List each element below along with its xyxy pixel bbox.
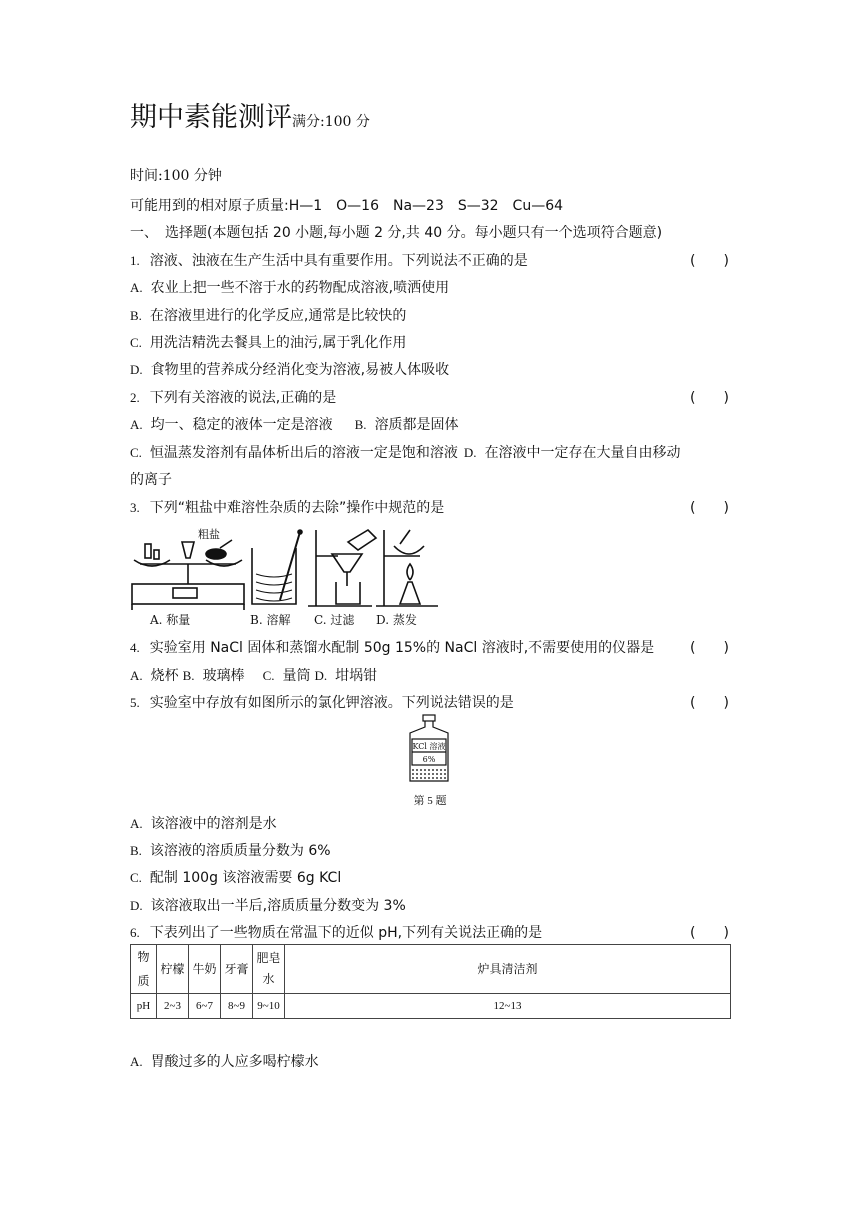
option-letter: A. (130, 417, 143, 432)
option-letter: D. (130, 362, 143, 377)
table-header-cell: 炉具清洁剂 (285, 945, 731, 994)
cell-text: 肥皂水 (256, 951, 281, 986)
q1-option-a (130, 278, 449, 298)
q1-stem: 溶液、浊液在生产生活中具有重要作用。下列说法不正确的是 (149, 253, 528, 269)
q2-answer-bracket: ( ) (690, 390, 729, 406)
option-letter: D. (130, 898, 143, 913)
option-text: 坩埚钳 (335, 668, 378, 684)
option-text: 该溶液中的溶剂是水 (150, 816, 277, 832)
q5-answer-bracket: ( ) (690, 695, 729, 711)
table-row (131, 945, 731, 994)
page-title: 期中素能测评 (130, 102, 292, 133)
atomic-masses: 可能用到的相对原子质量:H—1 O—16 Na—23 S—32 Cu—64 (130, 198, 564, 214)
option-text: 烧杯 (150, 668, 179, 684)
option-text: 玻璃棒 (202, 668, 245, 684)
q2-stem-row (130, 388, 336, 408)
q5-option-a (130, 814, 277, 834)
q4-answer-bracket: ( ) (690, 640, 729, 656)
table-header-cell: 牛奶 (189, 945, 221, 994)
ph-table (130, 944, 731, 1019)
figure-caption: 第 5 题 (413, 795, 447, 807)
option-letter: D. (463, 445, 477, 460)
option-text: 量筒 (282, 668, 311, 684)
salt-label: 粗盐 (198, 528, 220, 541)
bottle-value: 6% (422, 755, 436, 764)
q5-option-c (130, 868, 341, 888)
q2-number: 2. (130, 390, 140, 405)
q2-options-ab (130, 415, 459, 435)
q5-option-d (130, 896, 406, 916)
option-letter: C. (130, 335, 142, 350)
q3-answer-bracket: ( ) (690, 500, 729, 516)
q3-stem-row (130, 498, 444, 518)
q1-stem-row (130, 251, 528, 271)
option-text: 在溶液中一定存在大量自由移动 (484, 445, 681, 461)
option-letter: C. (130, 870, 142, 885)
option-text: 恒温蒸发溶剂有晶体析出后的溶液一定是饱和溶液 (149, 445, 458, 461)
exam-time: 时间:100 分钟 (130, 168, 222, 184)
q1-number: 1. (130, 253, 140, 268)
option-text: 均一、稳定的液体一定是溶液 (150, 417, 333, 433)
option-text: 胃酸过多的人应多喝柠檬水 (150, 1054, 319, 1070)
alcohol-lamp-icon (400, 582, 420, 604)
q2-options-cd (130, 443, 681, 463)
q6-answer-bracket: ( ) (690, 925, 729, 941)
table-header-cell (131, 945, 157, 994)
reagent-bottle-icon (406, 713, 452, 783)
q1-option-c (130, 333, 406, 353)
table-header-cell (253, 945, 285, 994)
figure-label-b: B. 溶解 (250, 613, 291, 627)
q4-stem-row (130, 638, 654, 658)
q2-option-d-continued: 的离子 (130, 472, 172, 488)
option-letter: A. (130, 816, 143, 831)
option-letter: B. (130, 308, 142, 323)
table-row (131, 994, 731, 1019)
option-text: 该溶液取出一半后,溶质质量分数变为 3% (150, 898, 406, 914)
balance-base (132, 584, 244, 604)
table-cell: 6~7 (189, 994, 221, 1019)
q6-stem: 下表列出了一些物质在常温下的近似 pH,下列有关说法正确的是 (149, 925, 543, 941)
option-letter: A. (130, 1054, 143, 1069)
cell-text: 物质 (137, 950, 150, 988)
option-text: 在溶液里进行的化学反应,通常是比较快的 (149, 308, 407, 324)
q5-stem: 实验室中存放有如图所示的氯化钾溶液。下列说法错误的是 (149, 695, 514, 711)
option-text: 配制 100g 该溶液需要 6g KCl (149, 870, 342, 886)
option-letter: C. (262, 668, 275, 683)
table-header-cell: 柠檬 (157, 945, 189, 994)
q6-stem-row (130, 923, 542, 943)
figure-label-c: C. 过滤 (314, 613, 355, 627)
table-cell: 9~10 (253, 994, 285, 1019)
q4-stem: 实验室用 NaCl 固体和蒸馏水配制 50g 15%的 NaCl 溶液时,不需要使用的仪器是 (149, 640, 655, 656)
q6-number: 6. (130, 925, 140, 940)
q1-answer-bracket: ( ) (690, 253, 729, 269)
q3-figure (128, 524, 440, 628)
option-letter: B. (354, 417, 367, 432)
table-cell: 12~13 (285, 994, 731, 1019)
q3-stem: 下列“粗盐中难溶性杂质的去除”操作中规范的是 (149, 500, 445, 516)
bottle-label: KCl 溶液 (412, 742, 446, 751)
option-text: 该溶液的溶质质量分数为 6% (149, 843, 331, 859)
q4-options (130, 666, 377, 686)
q5-option-b (130, 841, 331, 861)
table-header-cell: 牙膏 (221, 945, 253, 994)
q2-stem: 下列有关溶液的说法,正确的是 (149, 390, 337, 406)
option-text: 食物里的营养成分经消化变为溶液,易被人体吸收 (150, 362, 450, 378)
option-letter: A. (130, 668, 143, 683)
table-cell: 8~9 (221, 994, 253, 1019)
table-cell: pH (131, 994, 157, 1019)
q6-option-a (130, 1052, 319, 1072)
q5-stem-row (130, 693, 514, 713)
q4-number: 4. (130, 640, 140, 655)
option-text: 农业上把一些不溶于水的药物配成溶液,喷洒使用 (150, 280, 450, 296)
page-title-row (130, 102, 370, 133)
weight-icon (145, 544, 151, 558)
q1-option-b (130, 306, 406, 326)
beaker-icon (252, 548, 296, 604)
figure-label-d: D. 蒸发 (376, 613, 417, 627)
option-letter: D. (314, 668, 328, 683)
full-score: 满分:100 分 (292, 114, 370, 130)
option-text: 溶质都是固体 (374, 417, 459, 433)
option-text: 用洗洁精洗去餐具上的油污,属于乳化作用 (149, 335, 407, 351)
option-letter: B. (182, 668, 195, 683)
table-cell: 2~3 (157, 994, 189, 1019)
figure-label-a: A. 称量 (150, 613, 191, 627)
q5-number: 5. (130, 695, 140, 710)
option-letter: B. (130, 843, 142, 858)
section-heading: 一、 选择题(本题包括 20 小题,每小题 2 分,共 40 分。每小题只有一个选项符合题意) (130, 225, 663, 241)
q1-option-d (130, 360, 449, 380)
option-letter: A. (130, 280, 143, 295)
q3-number: 3. (130, 500, 140, 515)
evaporating-dish-icon (394, 546, 424, 554)
option-letter: C. (130, 445, 142, 460)
